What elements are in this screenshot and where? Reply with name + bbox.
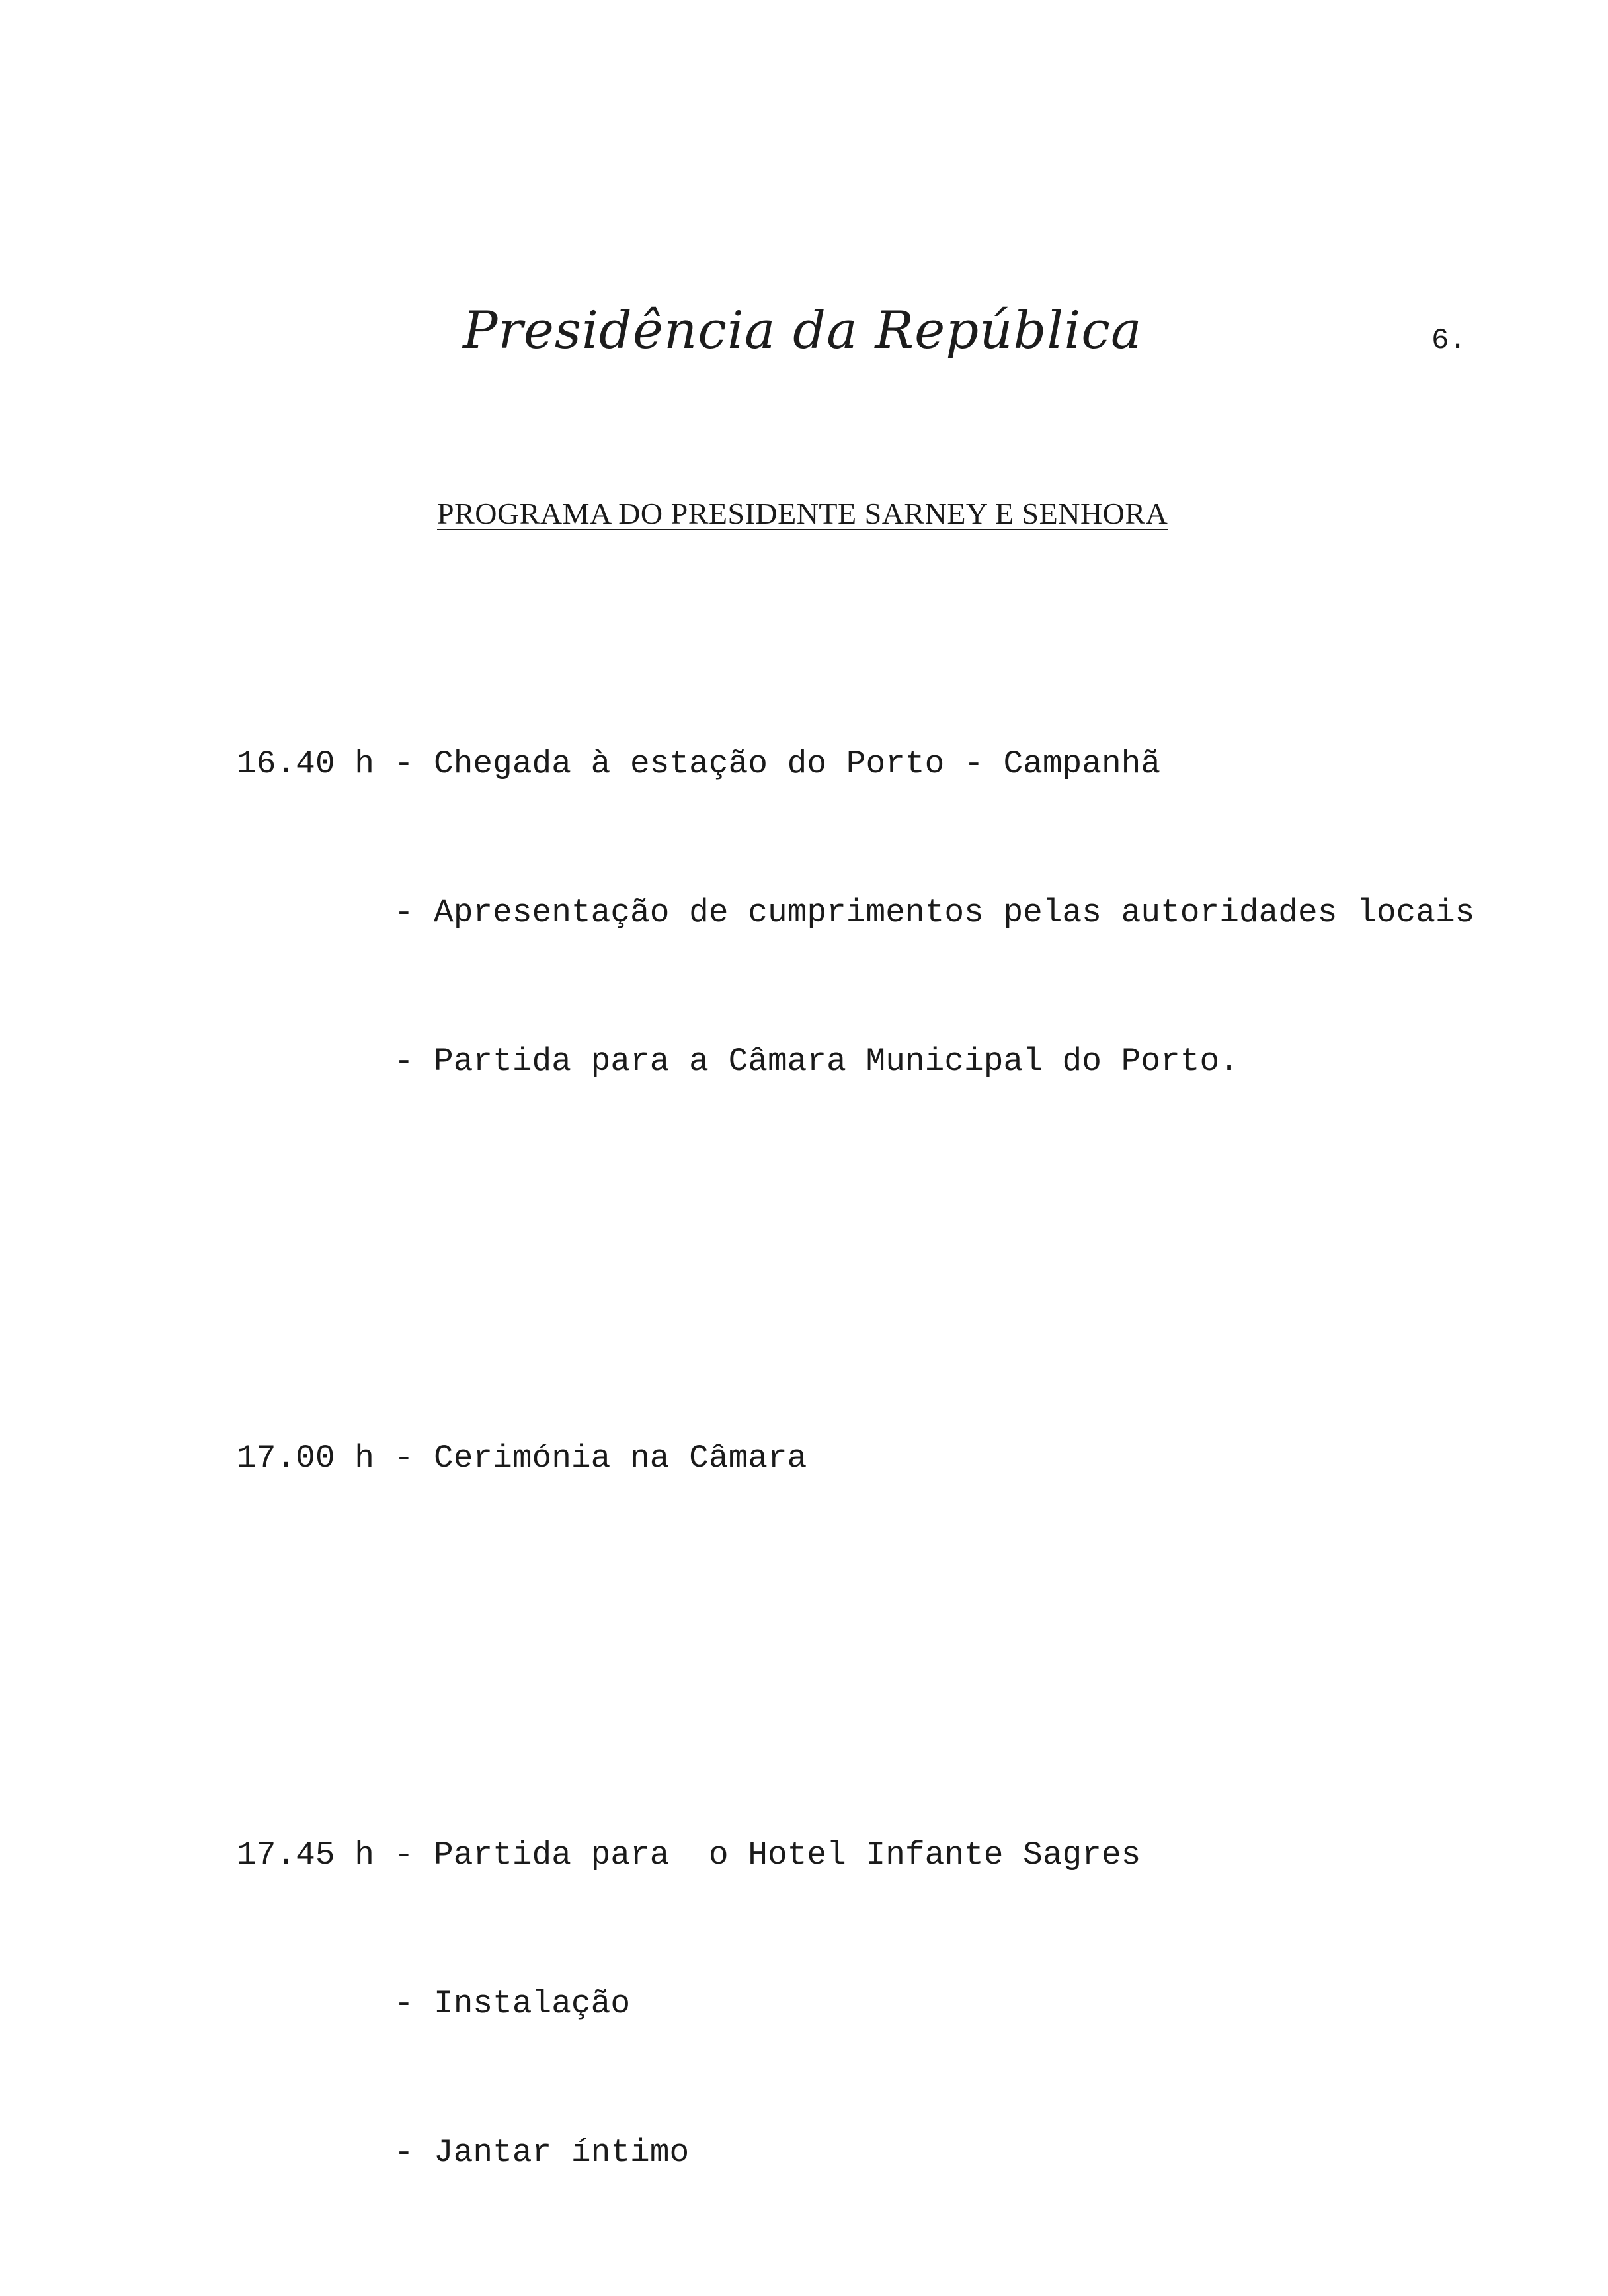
- item-dash: -: [394, 894, 434, 931]
- letterhead: Presidência da República: [463, 301, 1143, 360]
- entry-item: Partida para a Câmara Municipal do Porto.: [434, 1043, 1239, 1080]
- item-dash: -: [394, 1836, 434, 1873]
- item-dash: -: [394, 1043, 434, 1080]
- item-dash: -: [394, 2134, 434, 2171]
- schedule-entry: [237, 1830, 1474, 1880]
- entry-item: Partida para o Hotel Infante Sagres: [434, 1836, 1141, 1873]
- schedule-entry: [237, 2128, 1474, 2178]
- entry-item: Instalação: [434, 1985, 631, 2022]
- entry-item: Jantar íntimo: [434, 2134, 690, 2171]
- entry-time: 17.00 h: [237, 1440, 374, 1477]
- schedule-entry: [237, 739, 1474, 789]
- schedule: [237, 640, 1474, 2227]
- page-number: 6.: [1431, 324, 1467, 357]
- item-dash: -: [394, 745, 434, 782]
- entry-item: Chegada à estação do Porto - Campanhã: [434, 745, 1161, 782]
- schedule-entry: [237, 1037, 1474, 1086]
- entry-item: Cerimónia na Câmara: [434, 1440, 807, 1477]
- schedule-entry: [237, 1979, 1474, 2029]
- document-title: PROGRAMA DO PRESIDENTE SARNEY E SENHORA: [437, 497, 1168, 530]
- item-dash: -: [394, 1985, 434, 2022]
- schedule-entry: [237, 888, 1474, 938]
- schedule-entry: [237, 1434, 1474, 1483]
- entry-time: 16.40 h: [237, 745, 374, 782]
- entry-time: 17.45 h: [237, 1836, 374, 1873]
- entry-item: Apresentação de cumprimentos pelas autoridades locais: [434, 894, 1475, 931]
- item-dash: -: [394, 1440, 434, 1477]
